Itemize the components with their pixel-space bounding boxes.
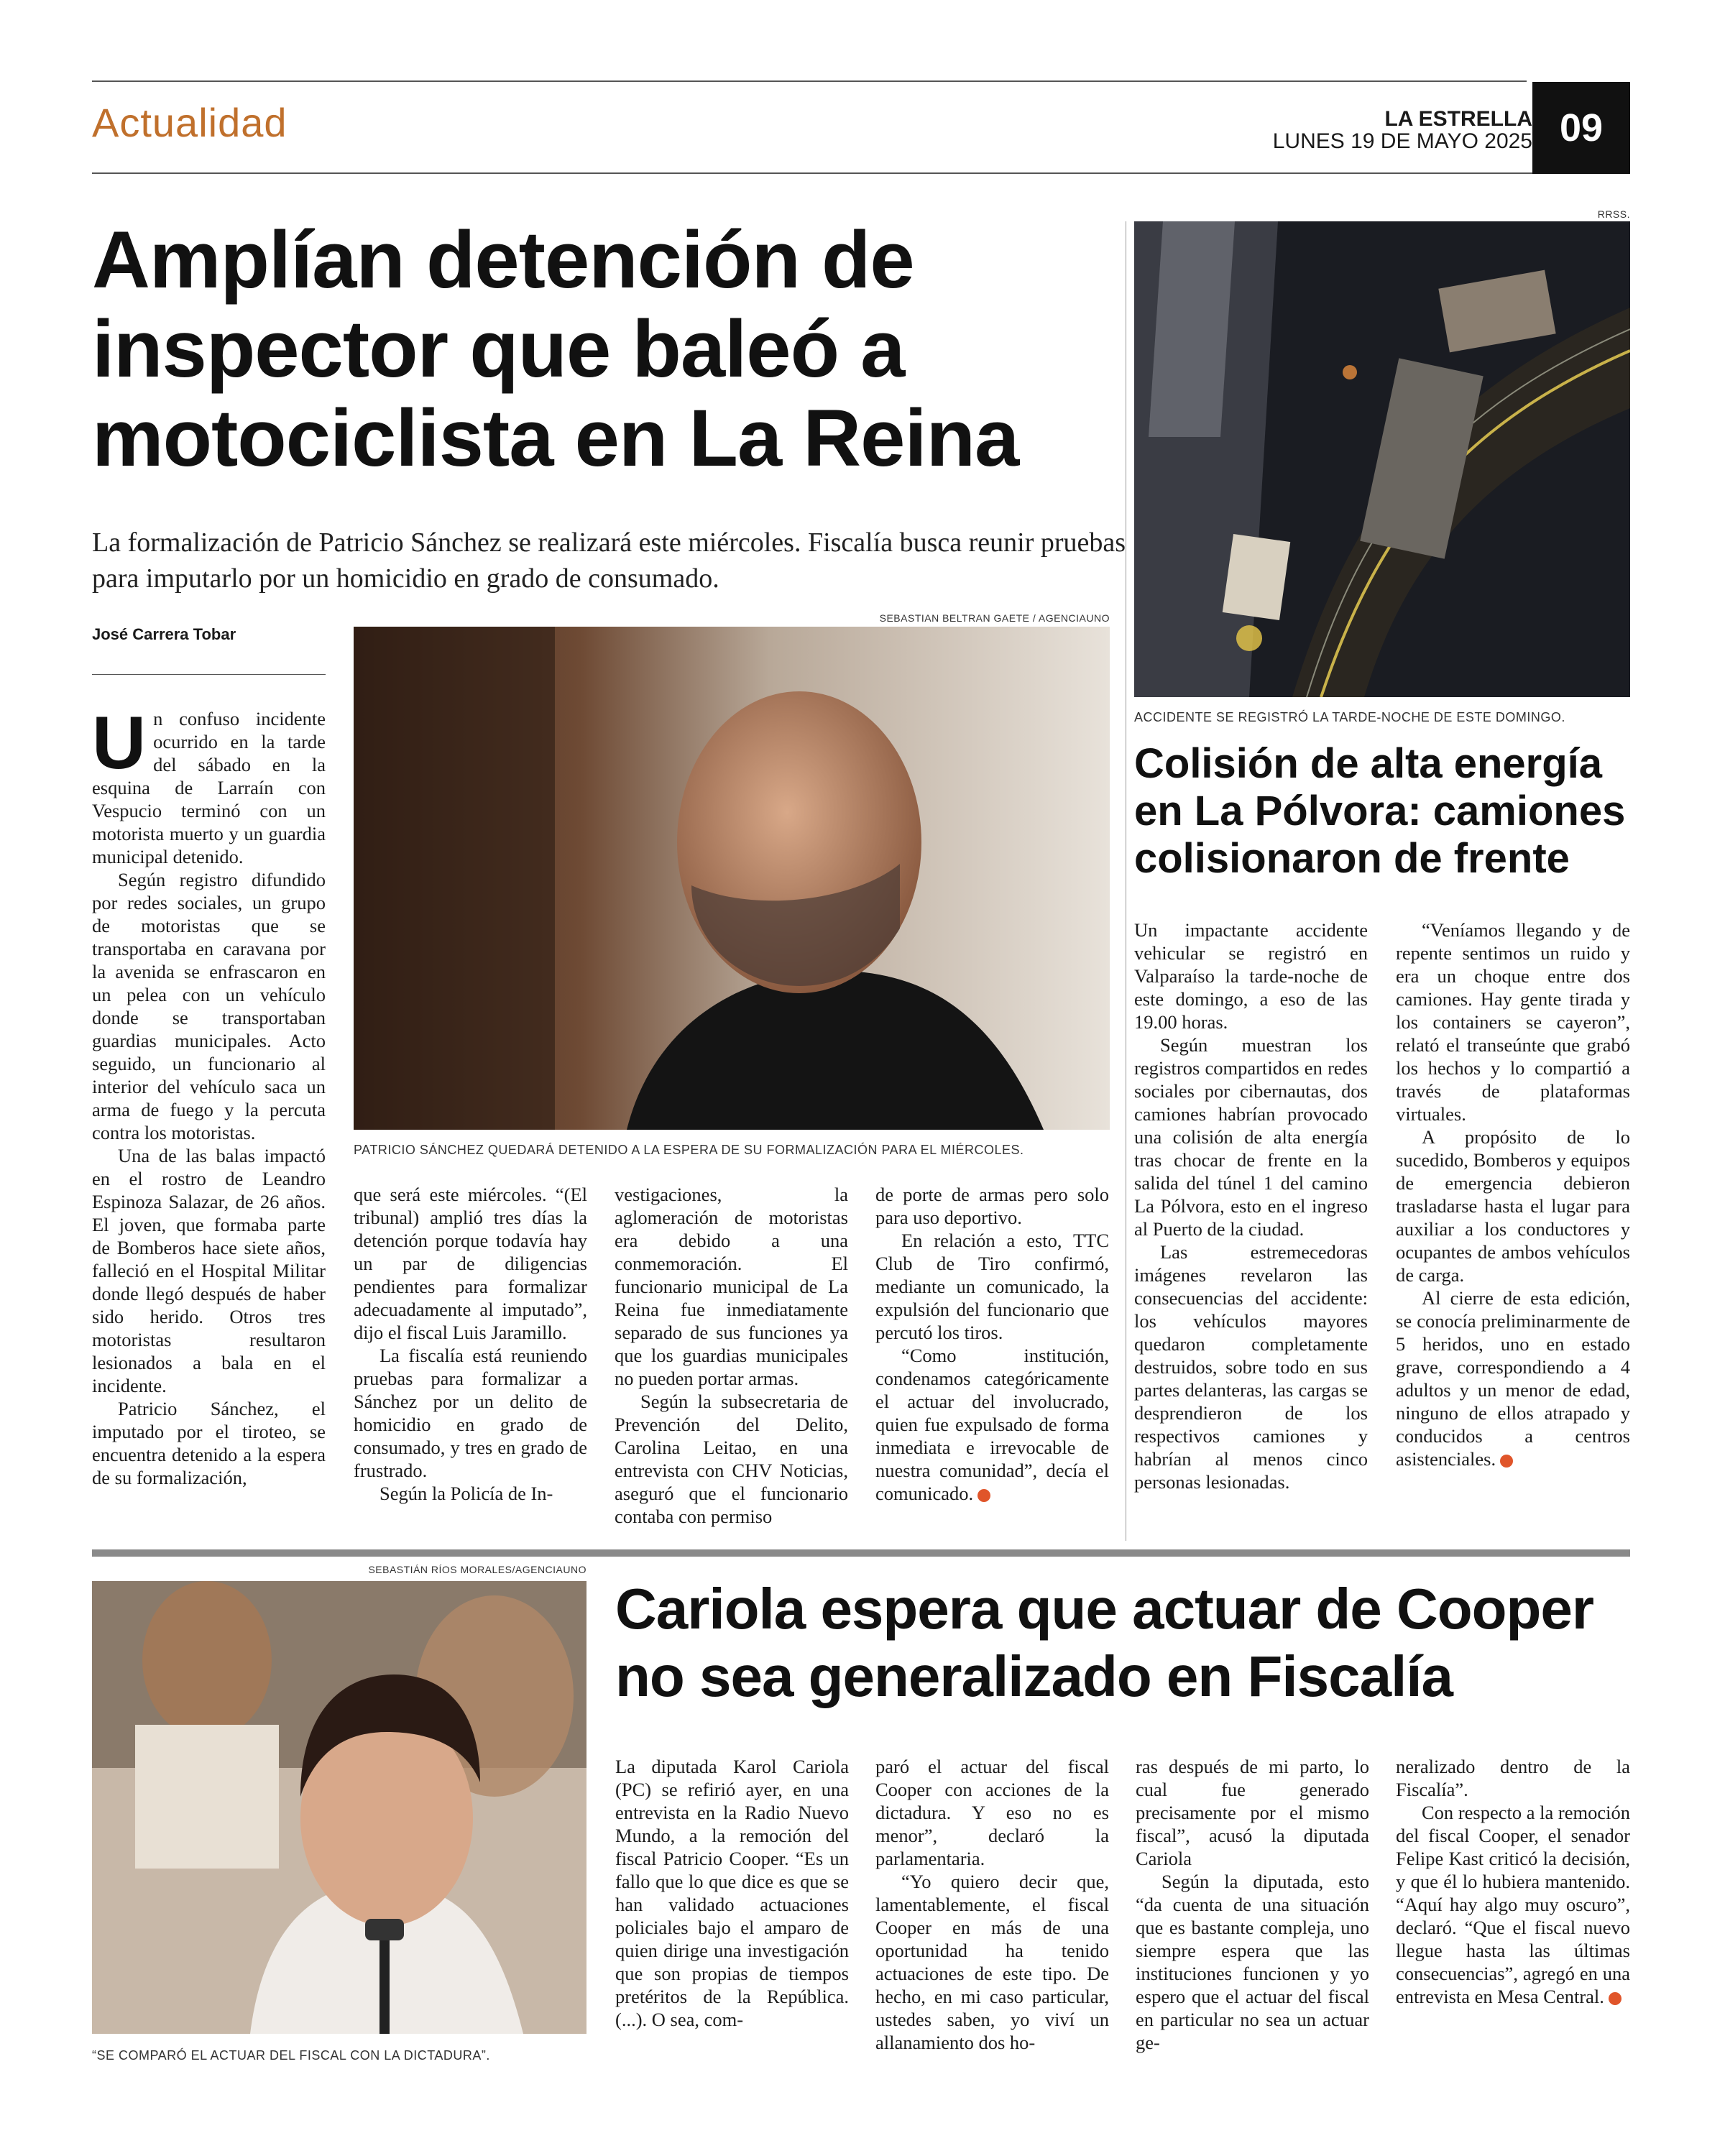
- portrait-of-karol-cariola: [92, 1581, 586, 2034]
- end-of-story-mark-icon: [1500, 1455, 1513, 1468]
- bottom-photo-credit: SEBASTIÁN RÍOS MORALES/AGENCIAUNO: [368, 1564, 586, 1575]
- bottom-headline: Cariola espera que actuar de Cooper no sea generalizado en Fiscalía: [615, 1577, 1594, 1708]
- drop-cap: U: [92, 701, 147, 785]
- portrait-of-patricio-sanchez: [354, 627, 1110, 1130]
- main-paragraph: n confuso incidente ocurrido en la tarde del sábado en la esquina de Larraín con Vespucio terminó con un motorista muerto y un guardia municipal detenido.: [92, 708, 326, 867]
- side-headline: Colisión de alta energía en La Pólvora: camiones colisionaron de frente: [1134, 740, 1626, 882]
- bottom-column-2: [875, 1755, 1109, 2054]
- main-paragraph: Según registro difundido por redes sociales, un grupo de motoristas que se transportaba en caravana por la avenida se enfrascaron en un pelea con un vehículo donde se transportaban guardias municipales. Acto seguido, un funcionario al interior del vehículo saca un arma de fuego y la percuta contra los motoristas.: [92, 869, 326, 1143]
- main-column-1: [92, 701, 326, 1489]
- bottom-paragraph: ras después de mi parto, lo cual fue generado precisamente por el mismo fiscal”, acusó la diputada Cariola: [1136, 1756, 1369, 1869]
- main-paragraph: Patricio Sánchez, el imputado por el tiroteo, se encuentra detenido a la espera de su formalización,: [92, 1398, 326, 1488]
- main-photo-credit: SEBASTIAN BELTRAN GAETE / AGENCIAUNO: [879, 612, 1110, 624]
- bottom-paragraph: paró el actuar del fiscal Cooper con acciones de la dictadura. Y eso no es menor”, declaró la parlamentaria.: [875, 1756, 1109, 1869]
- byline: José Carrera Tobar: [92, 625, 236, 643]
- bottom-column-3: [1136, 1755, 1369, 2054]
- bottom-paragraph: [1396, 1801, 1630, 2008]
- main-paragraph: La fiscalía está reuniendo pruebas para formalizar a Sánchez por un delito de homicidio en grado de consumado, y tres en grado de frustrado.: [354, 1345, 587, 1481]
- side-paragraph-text: Al cierre de esta edición, se conocía preliminarmente de 5 heridos, uno en estado grave, correspondiendo a 4 adultos y un menor de edad, ninguno de ellos atrapado y conducidos a centros asistenciales.: [1396, 1287, 1630, 1470]
- side-column-2: [1396, 918, 1630, 1470]
- main-paragraph: [875, 1344, 1109, 1505]
- bottom-paragraph: La diputada Karol Cariola (PC) se refirió ayer, en una entrevista en la Radio Nuevo Mundo, a la remoción del fiscal Patricio Cooper. “Es un fallo que lo que dice es que se han validado actuaciones policiales bajo el amparo de quien dirige una investigación que son propias de tiempos pretéritos de la República. (...). O sea, com-: [615, 1756, 849, 2030]
- section-title: Actualidad: [92, 100, 288, 145]
- side-photo-caption: ACCIDENTE SE REGISTRÓ LA TARDE-NOCHE DE ESTE DOMINGO.: [1134, 710, 1565, 724]
- bottom-paragraph: Según la diputada, esto “da cuenta de una situación que es bastante compleja, uno siempre espera que las instituciones funcionen y yo espero que el actuar del fiscal en particular no sea un actuar ge-: [1136, 1871, 1369, 2053]
- main-paragraph: En relación a esto, TTC Club de Tiro confirmó, mediante un comunicado, la expulsión del funcionario que percutó los tiros.: [875, 1230, 1109, 1343]
- main-paragraph: Una de las balas impactó en el rostro de Leandro Espinoza Salazar, de 26 años. El joven, que formaba parte de Bomberos hace siete años, falleció en el Hospital Militar donde llegó después de haber sido herido. Otros tres motoristas resultaron lesionados a bala en el incidente.: [92, 1145, 326, 1396]
- main-headline: Amplían detención de inspector que baleó a motociclista en La Reina: [92, 215, 1019, 483]
- side-paragraph: “Veníamos llegando y de repente sentimos un ruido y era un choque entre dos camiones. Hay gente tirada y los containers se cayeron”, relató el transeúnte que grabó los hechos y lo compartió a través de plataformas virtuales.: [1396, 919, 1630, 1125]
- side-paragraph: A propósito de lo sucedido, Bomberos y equipos de emergencia debieron trasladarse hasta el lugar para auxiliar a los conductores y ocupantes de ambos vehículos de carga.: [1396, 1126, 1630, 1286]
- main-deck: La formalización de Patricio Sánchez se realizará este miércoles. Fiscalía busca reunir pruebas para imputarlo por un homicidio en grado de consumado.: [92, 528, 1126, 594]
- bottom-photo-caption: “SE COMPARÓ EL ACTUAR DEL FISCAL CON LA DICTADURA”.: [92, 2048, 490, 2063]
- main-paragraph: de porte de armas pero solo para uso deportivo.: [875, 1184, 1109, 1228]
- side-photo: [1134, 221, 1630, 697]
- bottom-paragraph: neralizado dentro de la Fiscalía”.: [1396, 1756, 1630, 1800]
- section-divider: [92, 1549, 1630, 1557]
- bottom-paragraph-text: Con respecto a la remoción del fiscal Cooper, el senador Felipe Kast criticó la decisión, y que él lo hubiera mantenido. “Aquí hay algo muy oscuro”, declaró. “Que el fiscal nuevo llegue hasta las últimas consecuencias”, agregó en una entrevista en Mesa Central.: [1396, 1802, 1630, 2007]
- bottom-column-4: [1396, 1755, 1630, 2008]
- page-number: 09: [1532, 82, 1630, 174]
- side-paragraph: Según muestran los registros compartidos en redes sociales por cibernautas, dos camiones habrían provocado una colisión de alta energía tras chocar de frente en la salida del túnel 1 del camino La Pólvora, esto en el ingreso al Puerto de la ciudad.: [1134, 1034, 1368, 1240]
- bottom-paragraph: “Yo quiero decir que, lamentablemente, el fiscal Cooper en más de una oportunidad ha tenido actuaciones de este tipo. De hecho, en mi caso particular, ustedes saben, yo viví un allanamiento dos ho-: [875, 1871, 1109, 2053]
- main-column-3: [615, 1183, 848, 1528]
- main-paragraph: Según la subsecretaria de Prevención del Delito, Carolina Leitao, en una entrevista con CHV Noticias, aseguró que el funcionario contaba con permiso: [615, 1391, 848, 1527]
- end-of-story-mark-icon: [1609, 1992, 1622, 2005]
- side-photo-credit: RRSS.: [1597, 208, 1630, 220]
- main-paragraph-text: “Como institución, condenamos categóricamente el actuar del involucrado, quien fue expulsado de forma inmediata e irrevocable de nuestra comunidad”, decía el comunicado.: [875, 1345, 1109, 1504]
- side-paragraph: [1396, 1286, 1630, 1470]
- main-column-2: [354, 1183, 587, 1505]
- main-photo-caption: PATRICIO SÁNCHEZ QUEDARÁ DETENIDO A LA ESPERA DE SU FORMALIZACIÓN PARA EL MIÉRCOLES.: [354, 1143, 1024, 1157]
- main-photo: [354, 627, 1110, 1130]
- top-rule: [92, 80, 1527, 82]
- side-paragraph: Las estremecedoras imágenes revelaron las consecuencias del accidente: los vehículos mayores quedaron completamente destruidos, sobre todo en sus partes delanteras, las cargas se desprendieron de los respectivos camiones y habrían al menos cinco personas lesionadas.: [1134, 1241, 1368, 1493]
- side-column-1: [1134, 918, 1368, 1493]
- byline-rule: [92, 674, 326, 675]
- issue-date: LUNES 19 DE MAYO 2025: [1272, 129, 1532, 153]
- main-paragraph: que será este miércoles. “(El tribunal) amplió tres días la detención porque todavía hay un par de diligencias pendientes para formalizar adecuadamente al imputado”, dijo el fiscal Luis Jaramillo.: [354, 1184, 587, 1343]
- main-paragraph: vestigaciones, la aglomeración de motoristas era debido a una conmemoración. El funcionario municipal de La Reina fue inmediatamente separado de sus funciones ya que los guardias municipales no pueden portar armas.: [615, 1184, 848, 1389]
- night-truck-collision-photo: [1134, 221, 1630, 697]
- side-paragraph: Un impactante accidente vehicular se registró en Valparaíso la tarde-noche de este domingo, a eso de las 19.00 horas.: [1134, 919, 1368, 1033]
- bottom-photo: [92, 1581, 586, 2034]
- bottom-column-1: [615, 1755, 849, 2031]
- newspaper-name: LA ESTRELLA: [1384, 107, 1532, 131]
- main-paragraph: Según la Policía de In-: [380, 1483, 553, 1504]
- main-column-4: [875, 1183, 1109, 1505]
- header-rule: [92, 172, 1532, 174]
- end-of-story-mark-icon: [978, 1489, 990, 1502]
